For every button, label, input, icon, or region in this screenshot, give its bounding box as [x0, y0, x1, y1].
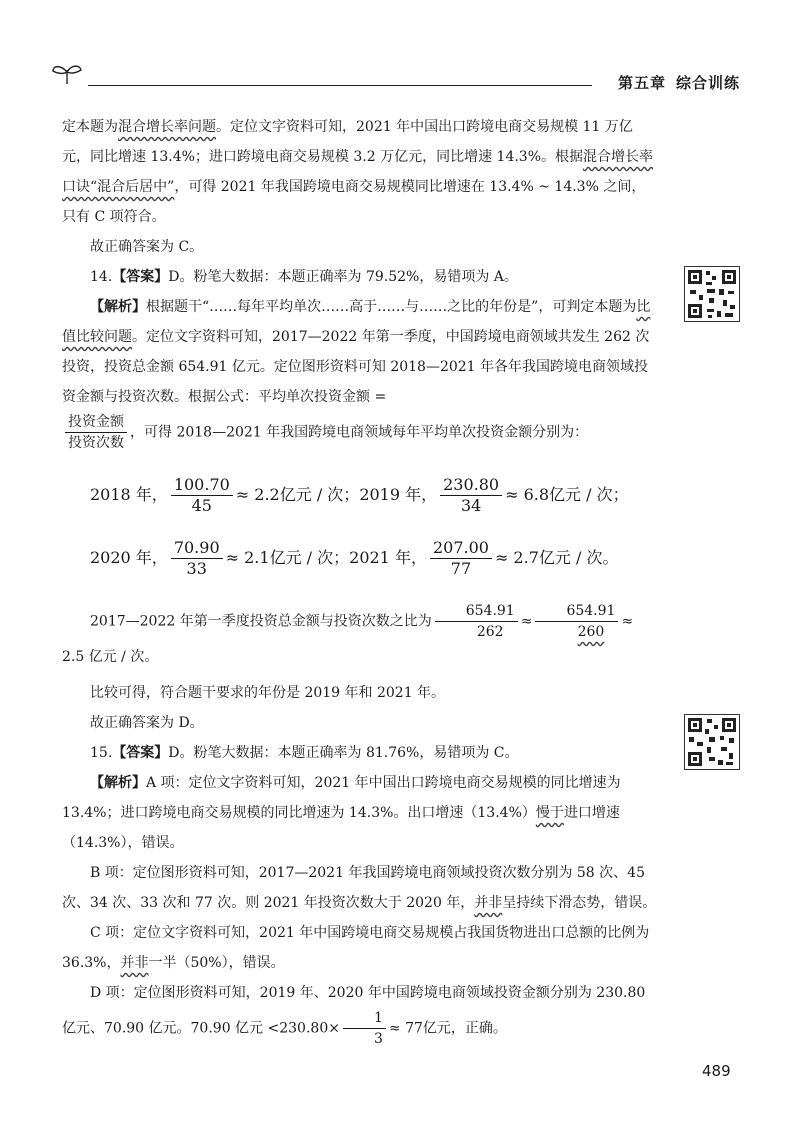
q14-analysis-paragraph: 【解析】根据题干“……每年平均单次……高于……与……之比的年份是”，可判定本题为比值比较问题。定位文字资料可知，2017—2022 年第一季度，中国跨境电商领域共发生 262 次投资，投资总金额 654.91 亿元。定位图形资料可知 2018—2021 年各年我国跨境电商领域投资金额与投资次数。根据公式：平均单次投资金额 =: [62, 299, 651, 405]
q15-answer: 15.【答案】D。粉笔大数据：本题正确率为 81.76%，易错项为 C。: [90, 745, 519, 761]
q15-option-a: 【解析】A 项：定位文字资料可知，2021 年中国出口跨境电商交易规模的同比增速为 13.4%；进口跨境电商交易规模的同比增速为 14.3%。出口增速（13.4%）慢于进口增速（14.3%），错误。: [62, 775, 621, 851]
q13-conclusion: 故正确答案为 C。: [90, 239, 204, 255]
header-rule: [88, 85, 592, 86]
q15-option-b: B 项：定位图形资料可知，2017—2021 年我国跨境电商领域投资次数分别为 58 次、45 次、34 次、33 次和 77 次。则 2021 年投资次数大于 2020 年，并非呈持续下滑态势，错误。: [62, 865, 657, 911]
page-number: 489: [702, 1062, 731, 1080]
page-header: [50, 60, 740, 100]
chapter-title: [608, 72, 740, 93]
q14-ratio-line: 2017—2022 年第一季度投资总金额与投资次数之比为 $\frac{654.91}{262}$ ≈ $\frac{654.91}{260}$ ≈ 2.5 亿元 / 次。: [62, 603, 634, 665]
chapter-number: 第五章: [617, 74, 666, 92]
formula-fraction: $\frac{\text{投资金额}}{\text{投资次数}}$: [65, 412, 127, 453]
qr-code-icon[interactable]: [684, 266, 740, 322]
q14-formula-line: $\frac{\text{投资金额}}{\text{投资次数}}$ ，可得 2018—2021 年我国跨境电商领域每年平均单次投资金额分别为：: [62, 412, 658, 453]
q14-calc-2020-2021: 2020 年， $\frac{70.90}{33}$ ≈ 2.1亿元 / 次；2021 年， $\frac{207.00}{77}$ ≈ 2.7亿元 / 次。: [90, 538, 619, 578]
page-content: [62, 112, 658, 1049]
q15-option-c: C 项：定位文字资料可知，2021 年中国跨境电商交易规模占我国货物进出口总额的比例为 36.3%，并非一半（50%），错误。: [62, 925, 650, 971]
qr-code-icon[interactable]: [684, 714, 740, 770]
q13-analysis-paragraph: 定本题为混合增长率问题。定位文字资料可知，2021 年中国出口跨境电商交易规模 11 万亿元，同比增速 13.4%；进口跨境电商交易规模 3.2 万亿元，同比增速 14.3%。根据混合增长率口诀“混合后居中”，可得 2021 年我国跨境电商交易规模同比增速在 13.4% ~ 14.3% 之间，只有 C 项符合。: [62, 119, 654, 225]
chapter-name: 综合训练: [675, 74, 740, 92]
q14-conclusion: 故正确答案为 D。: [90, 715, 204, 731]
q14-calc-2018-2019: 2018 年， $\frac{100.70}{45}$ ≈ 2.2亿元 / 次；2019 年， $\frac{230.80}{34}$ ≈ 6.8亿元 / 次；: [90, 475, 629, 515]
sprout-icon: [50, 62, 84, 86]
q15-option-d: D 项：定位图形资料可知，2019 年、2020 年中国跨境电商领域投资金额分别为 230.80 亿元、70.90 亿元。70.90 亿元 <230.80× $\frac{1}{3}$ ≈ 77亿元，正确。: [62, 985, 646, 1047]
q14-answer: 14.【答案】D。粉笔大数据：本题正确率为 79.52%，易错项为 A。: [90, 269, 518, 285]
q14-comparison: 比较可得，符合题干要求的年份是 2019 年和 2021 年。: [90, 685, 446, 701]
